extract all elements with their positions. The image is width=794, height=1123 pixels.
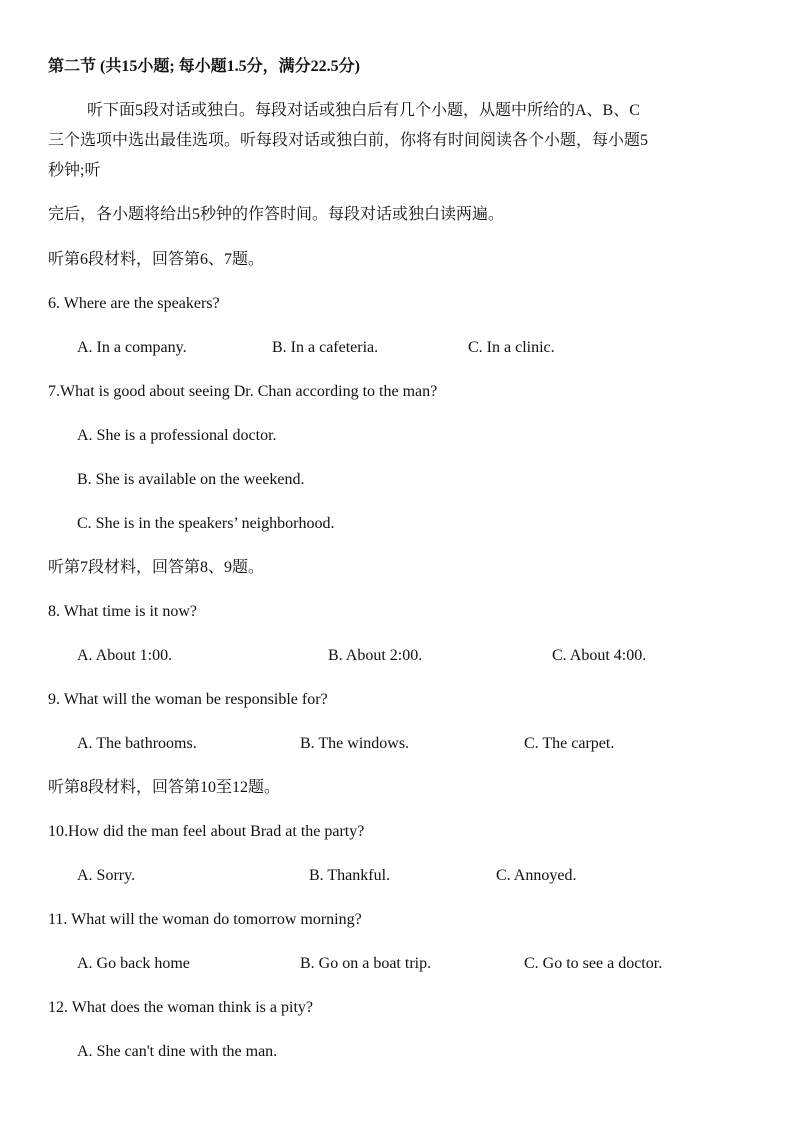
group-heading-6-7: 听第6段材料，回答第6、7题。 bbox=[48, 251, 265, 268]
question-9-option-b: B. The windows. bbox=[300, 735, 410, 752]
question-10-stem: 10.How did the man feel about Brad at the party? bbox=[48, 823, 365, 840]
question-9-stem: 9. What will the woman be responsible for? bbox=[48, 691, 328, 708]
question-11-options bbox=[0, 954, 794, 974]
question-6-option-c: C. In a clinic. bbox=[468, 339, 555, 356]
question-11-option-b: B. Go on a boat trip. bbox=[300, 955, 432, 972]
question-8-option-c: C. About 4:00. bbox=[552, 647, 647, 664]
question-7-option-a: A. She is a professional doctor. bbox=[77, 427, 277, 444]
question-8-stem: 8. What time is it now? bbox=[48, 603, 198, 620]
instructions-line-4: 完后，各小题将给出5秒钟的作答时间。每段对话或独白读两遍。 bbox=[48, 206, 505, 223]
instructions-line-2: 三个选项中选出最佳选项。听每段对话或独白前，你将有时间阅读各个小题，每小题5 bbox=[48, 132, 649, 149]
question-8-option-a: A. About 1:00. bbox=[77, 647, 173, 664]
question-9-option-c: C. The carpet. bbox=[524, 735, 615, 752]
question-11-option-c: C. Go to see a doctor. bbox=[524, 955, 663, 972]
question-12-option-a: A. She can't dine with the man. bbox=[77, 1043, 278, 1060]
section-title: 第二节 (共15小题; 每小题1.5分，满分22.5分) bbox=[48, 58, 360, 75]
question-7-option-b: B. She is available on the weekend. bbox=[77, 471, 305, 488]
question-7-stem: 7.What is good about seeing Dr. Chan according to the man? bbox=[48, 383, 438, 400]
question-10-option-b: B. Thankful. bbox=[309, 867, 391, 884]
question-7-option-c: C. She is in the speakers’ neighborhood. bbox=[77, 515, 335, 532]
question-10-option-c: C. Annoyed. bbox=[496, 867, 577, 884]
question-6-option-a: A. In a company. bbox=[77, 339, 187, 356]
group-heading-10-12: 听第8段材料，回答第10至12题。 bbox=[48, 779, 281, 796]
question-6-stem: 6. Where are the speakers? bbox=[48, 295, 220, 312]
instructions-line-3: 秒钟;听 bbox=[48, 162, 101, 179]
question-9-option-a: A. The bathrooms. bbox=[77, 735, 197, 752]
question-8-option-b: B. About 2:00. bbox=[328, 647, 423, 664]
question-12-stem: 12. What does the woman think is a pity? bbox=[48, 999, 313, 1016]
question-10-option-a: A. Sorry. bbox=[77, 867, 136, 884]
question-11-stem: 11. What will the woman do tomorrow morning? bbox=[48, 911, 362, 928]
group-heading-8-9: 听第7段材料，回答第8、9题。 bbox=[48, 559, 265, 576]
question-6-options bbox=[0, 338, 794, 358]
question-8-options bbox=[0, 646, 794, 666]
question-6-option-b: B. In a cafeteria. bbox=[272, 339, 379, 356]
question-11-option-a: A. Go back home bbox=[77, 955, 190, 972]
question-9-options bbox=[0, 734, 794, 754]
question-10-options bbox=[0, 866, 794, 886]
instructions-line-1: 听下面5段对话或独白。每段对话或独白后有几个小题，从题中所给的A、B、C bbox=[87, 102, 640, 119]
